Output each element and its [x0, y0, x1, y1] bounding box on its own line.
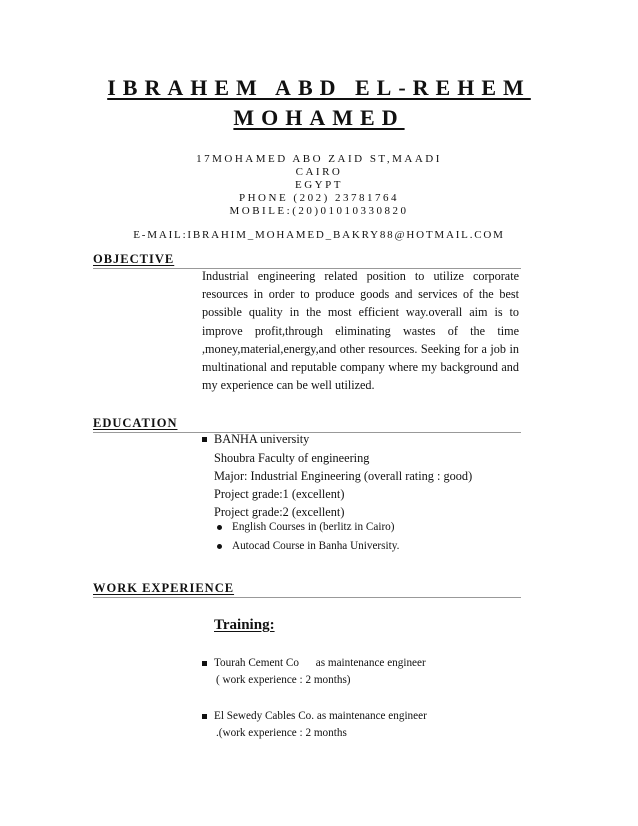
address-street: 17MOHAMED ABO ZAID ST,MAADI [196, 153, 442, 165]
phone: PHONE (202) 23781764 [239, 192, 399, 204]
work-item-title: Tourah Cement Co as maintenance engineer [214, 657, 426, 669]
square-bullet-icon [202, 661, 207, 666]
objective-heading: OBJECTIVE [93, 252, 175, 266]
address-city: CAIRO [295, 166, 343, 178]
work-heading-rule [93, 581, 521, 598]
work-heading: WORK EXPERIENCE [93, 581, 235, 595]
course-item: Autocad Course in Banha University. [232, 540, 400, 552]
mobile: MOBILE:(20)01010330820 [229, 205, 409, 217]
work-item-detail: ( work experience : 2 months) [216, 674, 351, 686]
round-bullet-icon [217, 525, 222, 530]
email: E-MAIL:IBRAHIM_MOHAMED_BAKRY88@HOTMAIL.COM [133, 229, 505, 241]
education-project-2: Project grade:2 (excellent) [214, 505, 345, 519]
education-heading: EDUCATION [93, 416, 178, 430]
round-bullet-icon [217, 544, 222, 549]
work-item-title: El Sewedy Cables Co. as maintenance engineer [214, 710, 427, 722]
address-country: EGYPT [295, 179, 343, 191]
education-faculty: Shoubra Faculty of engineering [214, 451, 370, 465]
name-line-1: IBRAHEM ABD EL-REHEM [107, 75, 531, 100]
name-line-2: MOHAMED [233, 105, 405, 130]
training-label: Training: [214, 617, 275, 633]
work-item-detail: .(work experience : 2 months [216, 727, 347, 739]
square-bullet-icon [202, 714, 207, 719]
objective-text: Industrial engineering related position to utilize corporate resources in order to produce goods and services of the best possible quality in the most efficient way.overall aim is to improve profit,through eliminating wastes of the time ,money,material,energy,and other resources. Seeking for a job in multinational and reputable company where my background and my experience can be well utilized. [202, 269, 519, 393]
education-project-1: Project grade:1 (excellent) [214, 487, 345, 501]
education-university: BANHA university [214, 432, 310, 446]
square-bullet-icon [202, 437, 207, 442]
course-item: English Courses in (berlitz in Cairo) [232, 521, 395, 533]
education-major: Major: Industrial Engineering (overall rating : good) [214, 469, 473, 483]
